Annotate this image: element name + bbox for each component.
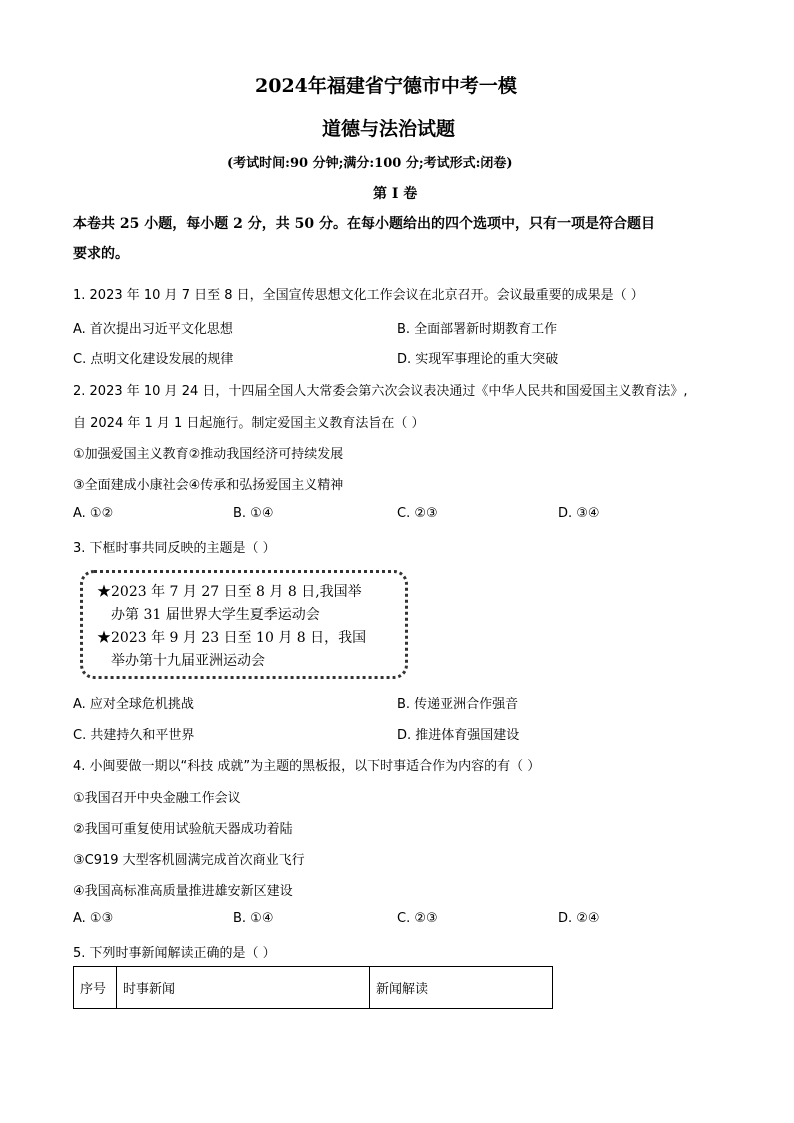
table-header-number: 序号 (74, 967, 117, 1009)
q2-option-c: C. ②③ (397, 506, 438, 521)
q1-option-b: B. 全面部署新时期教育工作 (397, 322, 558, 337)
q4-statement-3: ③C919 大型客机圆满完成首次商业飞行 (73, 853, 305, 868)
q3-option-c: C. 共建持久和平世界 (73, 728, 195, 743)
q4-option-c: C. ②③ (397, 911, 438, 926)
q3-box-line-3: ★2023 年 9 月 23 日至 10 月 8 日，我国 (97, 630, 367, 646)
q4-statement-2: ②我国可重复使用试验航天器成功着陆 (73, 822, 293, 837)
q2-statement-1: ①加强爱国主义教育②推动我国经济可持续发展 (73, 447, 344, 462)
exam-title: 2024年福建省宁德市中考一模 (255, 75, 517, 97)
q1-option-c: C. 点明文化建设发展的规律 (73, 352, 234, 367)
q4-statement-1: ①我国召开中央金融工作会议 (73, 791, 241, 806)
q3-stem: 3. 下框时事共同反映的主题是（ ） (73, 541, 276, 556)
q2-statement-2: ③全面建成小康社会④传承和弘扬爱国主义精神 (73, 478, 344, 493)
q4-statement-4: ④我国高标准高质量推进雄安新区建设 (73, 884, 293, 899)
q4-option-d: D. ②④ (558, 911, 600, 926)
instructions-line-2: 要求的。 (73, 246, 129, 262)
q2-option-d: D. ③④ (558, 506, 600, 521)
q4-option-b: B. ①④ (233, 911, 274, 926)
q2-option-a: A. ①② (73, 506, 114, 521)
instructions-line-1: 本卷共 25 小题，每小题 2 分，共 50 分。在每小题给出的四个选项中，只有一项是符合题目 (73, 216, 655, 232)
exam-info: (考试时间:90 分钟;满分:100 分;考试形式:闭卷) (227, 156, 513, 171)
q1-option-d: D. 实现军事理论的重大突破 (397, 352, 559, 367)
q4-stem: 4. 小闽要做一期以“科技 成就”为主题的黑板报，以下时事适合作为内容的有（ ） (73, 759, 541, 774)
table-header-news: 时事新闻 (117, 967, 370, 1009)
table-header-interpretation: 新闻解读 (370, 967, 553, 1009)
q2-stem-line-1: 2. 2023 年 10 月 24 日，十四届全国人大常委会第六次会议表决通过《中华人民共和国爱国主义教育法》, (73, 384, 688, 399)
q3-option-b: B. 传递亚洲合作强音 (397, 697, 519, 712)
table-header-row (74, 967, 553, 1009)
subject-title: 道德与法治试题 (322, 118, 456, 140)
q4-option-a: A. ①③ (73, 911, 114, 926)
q2-option-b: B. ①④ (233, 506, 274, 521)
q5-news-table (73, 966, 553, 1009)
section-heading: 第 I 卷 (373, 186, 418, 202)
q5-stem: 5. 下列时事新闻解读正确的是（ ） (73, 946, 276, 961)
q1-stem: 1. 2023 年 10 月 7 日至 8 日，全国宣传思想文化工作会议在北京召开。会议最重要的成果是（ ） (73, 288, 644, 303)
q3-option-d: D. 推进体育强国建设 (397, 728, 520, 743)
q1-option-a: A. 首次提出习近平文化思想 (73, 322, 233, 337)
q3-box-line-4: 举办第十九届亚洲运动会 (111, 653, 265, 669)
q3-news-box (80, 570, 408, 679)
q3-box-line-1: ★2023 年 7 月 27 日至 8 月 8 日,我国举 (97, 584, 362, 600)
q3-option-a: A. 应对全球危机挑战 (73, 697, 194, 712)
q2-stem-line-2: 自 2024 年 1 月 1 日起施行。制定爱国主义教育法旨在（ ） (73, 416, 425, 431)
q3-box-line-2: 办第 31 届世界大学生夏季运动会 (111, 607, 320, 623)
